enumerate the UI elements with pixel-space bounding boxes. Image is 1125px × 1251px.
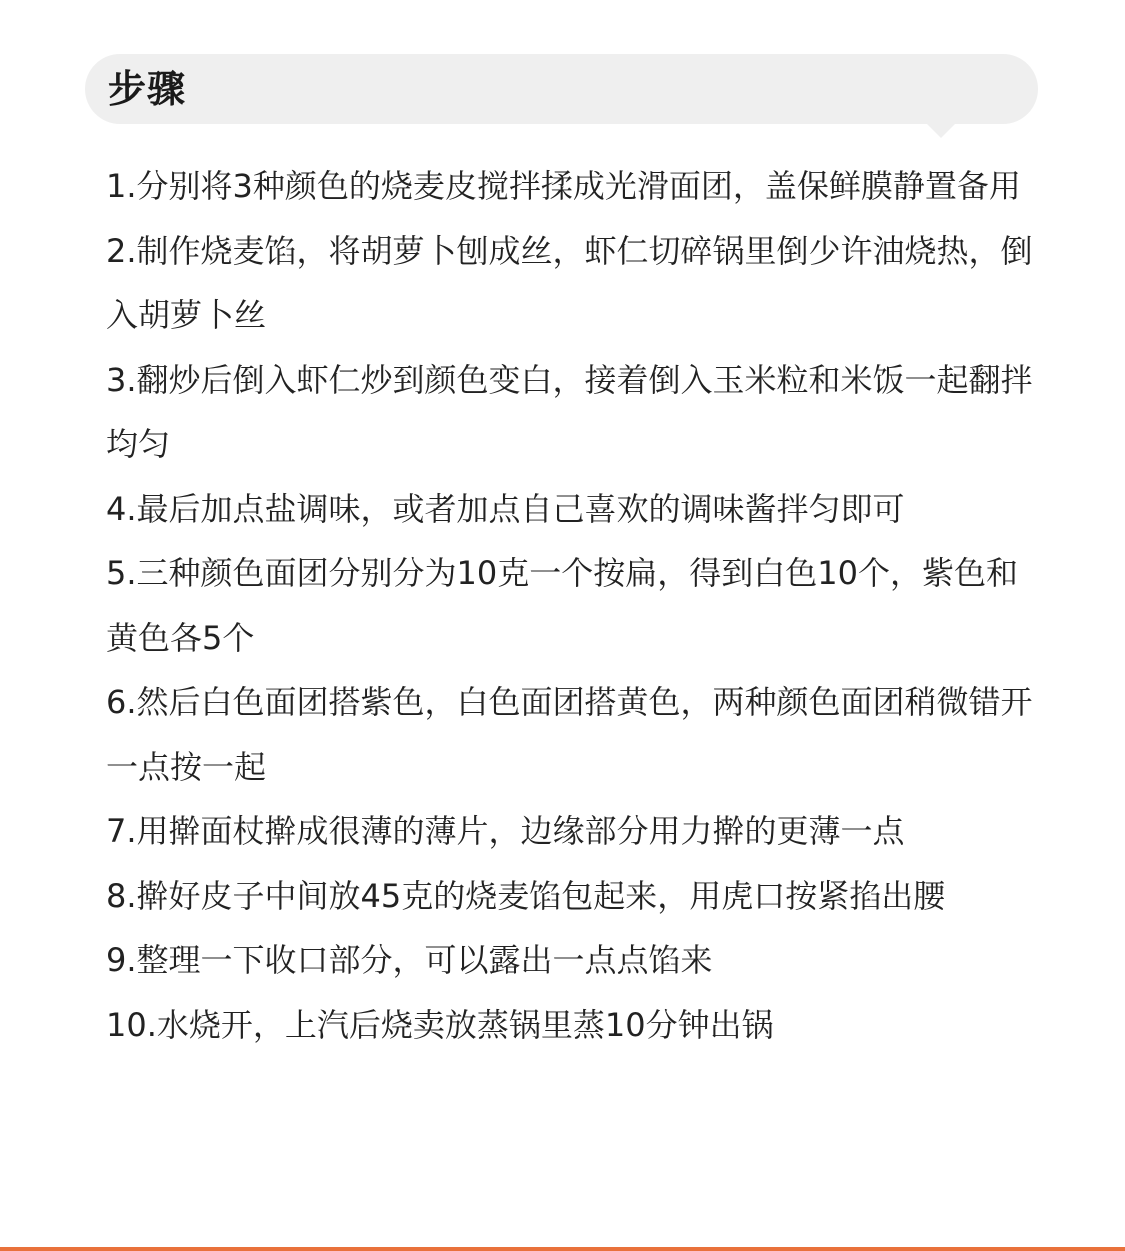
section-title: 步骤 <box>108 67 187 111</box>
bottom-divider <box>0 1247 1125 1251</box>
step-item: 10.水烧开，上汽后烧卖放蒸锅里蒸10分钟出锅 <box>106 1005 774 1044</box>
step-item: 4.最后加点盐调味，或者加点自己喜欢的调味酱拌匀即可 <box>106 489 905 528</box>
step-item: 8.擀好皮子中间放45克的烧麦馅包起来，用虎口按紧掐出腰 <box>106 876 946 915</box>
step-item: 1.分别将3种颜色的烧麦皮搅拌揉成光滑面团，盖保鲜膜静置备用 <box>106 167 1021 205</box>
steps-section-header <box>85 54 1038 124</box>
step-item: 7.用擀面杖擀成很薄的薄片，边缘部分用力擀的更薄一点 <box>106 812 905 850</box>
step-item: 5.三种颜色面团分别分为10克一个按扁，得到白色10个，紫色和黄色各5个 <box>106 554 1018 657</box>
step-item: 2.制作烧麦馅，将胡萝卜刨成丝，虾仁切碎锅里倒少许油烧热，倒入胡萝卜丝 <box>106 231 1033 334</box>
steps-list <box>106 154 1036 1057</box>
step-item: 3.翻炒后倒入虾仁炒到颜色变白，接着倒入玉米粒和米饭一起翻拌均匀 <box>106 360 1033 463</box>
step-item: 6.然后白色面团搭紫色，白色面团搭黄色，两种颜色面团稍微错开一点按一起 <box>106 683 1033 786</box>
step-item: 9.整理一下收口部分，可以露出一点点馅来 <box>106 941 713 979</box>
